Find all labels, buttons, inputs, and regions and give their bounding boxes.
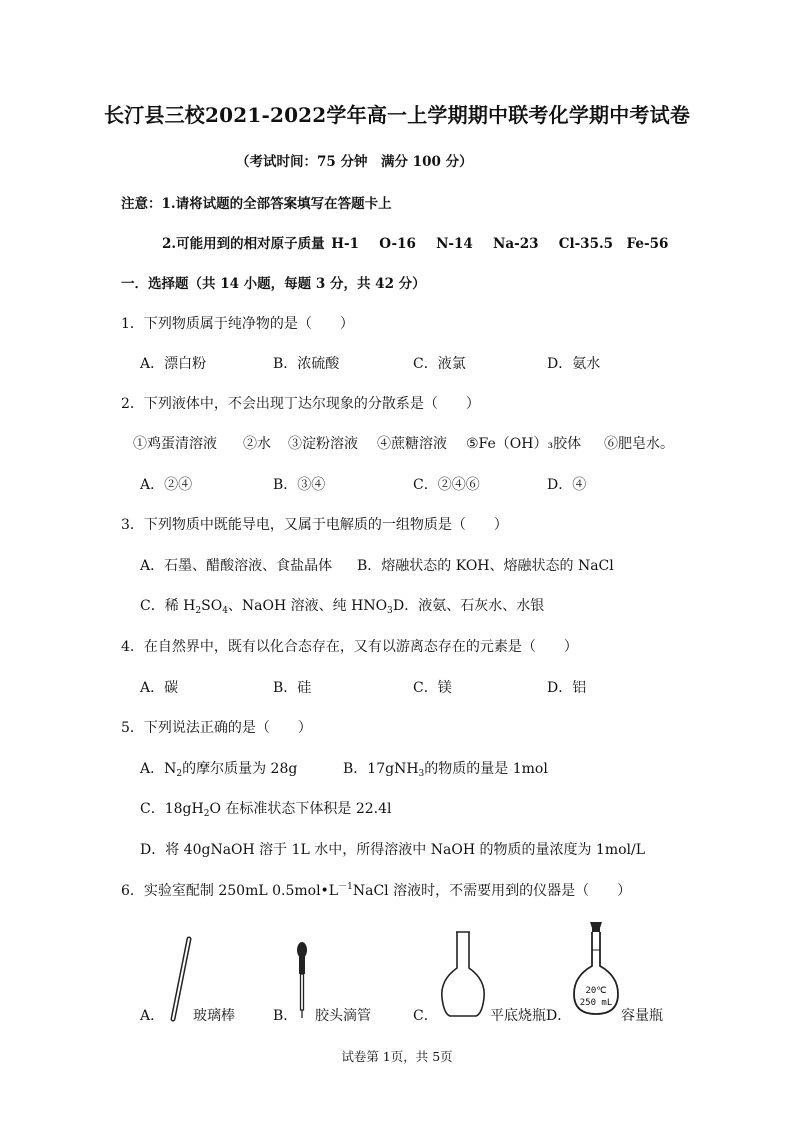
q2-option-b: B．③④	[273, 477, 326, 493]
q3-option-d: D．液氨、石灰水、水银	[393, 598, 545, 614]
question-6-stem: 6．实验室配制 250mL $0.5mol•L^{-1}NaCl$ 溶液时，不需要用到的仪器是（ ）	[121, 882, 632, 899]
q3-option-a: A．石墨、醋酸溶液、食盐晶体	[140, 558, 333, 574]
q5-option-c: C．$18gH_2O$ 在标准状态下体积是 22.4l	[140, 801, 392, 819]
q1-option-d: D．氨水	[547, 356, 601, 372]
question-4-stem: 4．在自然界中，既有以化合态存在，又有以游离态存在的元素是（ ）	[121, 639, 578, 655]
note-line-2: 2.可能用到的相对原子质量 H-1 O-16 N-14 Na-23 Cl-35.5 Fe-56	[162, 236, 669, 252]
glass-rod-image	[165, 935, 195, 1025]
q5-option-b: B．17gNH$_3$的物质的量是 1mol	[343, 761, 548, 779]
q2-item-6: ⑥肥皂水。	[604, 436, 674, 452]
q2-option-a: A．②④	[140, 477, 193, 493]
question-1-stem: 1．下列物质属于纯净物的是（ ）	[121, 316, 354, 332]
q2-option-d: D．④	[547, 477, 587, 493]
q4-option-c: C．镁	[413, 680, 452, 696]
q6-option-b: B．	[273, 1008, 298, 1024]
exam-info: （考试时间：75 分钟 满分 100 分）	[236, 154, 473, 170]
q2-item-2: ②水	[243, 436, 271, 452]
page-footer: 试卷第 1页，共 5页	[341, 1049, 453, 1064]
q2-item-5: ⑤Fe（OH）₃胶体	[466, 436, 582, 452]
volumetric-flask-image	[568, 920, 624, 1020]
flask-label-volume: 250 mL	[579, 998, 613, 1008]
q4-option-a: A．碳	[140, 680, 179, 696]
q4-option-d: D．铝	[547, 680, 587, 696]
question-2-stem: 2．下列液体中，不会出现丁达尔现象的分散系是（ ）	[121, 396, 480, 412]
note-line-1: 注意：1.请将试题的全部答案填写在答题卡上	[121, 196, 392, 212]
q2-item-4: ④蔗糖溶液	[377, 436, 447, 452]
q1-option-a: A．漂白粉	[140, 356, 207, 372]
q6-option-d: D．	[546, 1008, 572, 1024]
flat-bottom-flask-image	[438, 928, 488, 1020]
flask-label-temp: 20℃	[585, 986, 607, 996]
q5-option-d: D．将 40gNaOH 溶于 1L 水中，所得溶液中 NaOH 的物质的量浓度为 1mol/L	[140, 842, 646, 858]
q2-item-3: ③淀粉溶液	[288, 436, 358, 452]
q2-option-c: C．②④⑥	[413, 477, 480, 493]
q3-option-c: C．稀 $H_2SO_4$、NaOH 溶液、纯 $HNO_3$	[140, 598, 393, 616]
q5-option-a: A．$N_2$的摩尔质量为 28g	[140, 761, 298, 779]
section-heading: 一．选择题（共 14 小题，每题 3 分，共 42 分）	[121, 276, 426, 292]
q6-option-a: A．	[140, 1008, 165, 1024]
q6-option-c: C．	[413, 1008, 438, 1024]
question-3-stem: 3．下列物质中既能导电，又属于电解质的一组物质是（ ）	[121, 517, 508, 533]
question-5-stem: 5．下列说法正确的是（ ）	[121, 720, 312, 736]
q1-option-c: C．液氯	[413, 356, 466, 372]
q2-item-1: ①鸡蛋清溶液	[133, 436, 217, 452]
q6-option-d-name: 容量瓶	[621, 1008, 663, 1024]
q4-option-b: B．硅	[273, 680, 312, 696]
q1-option-b: B．浓硫酸	[273, 356, 340, 372]
q6-option-c-name: 平底烧瓶	[490, 1008, 546, 1024]
q6-option-b-name: 胶头滴管	[315, 1008, 371, 1024]
q6-option-a-name: 玻璃棒	[193, 1008, 235, 1024]
q3-option-b: B．熔融状态的 KOH、熔融状态的 NaCl	[357, 558, 614, 574]
exam-title: 长汀县三校2021-2022学年高一上学期期中联考化学期中考试卷	[103, 103, 691, 127]
